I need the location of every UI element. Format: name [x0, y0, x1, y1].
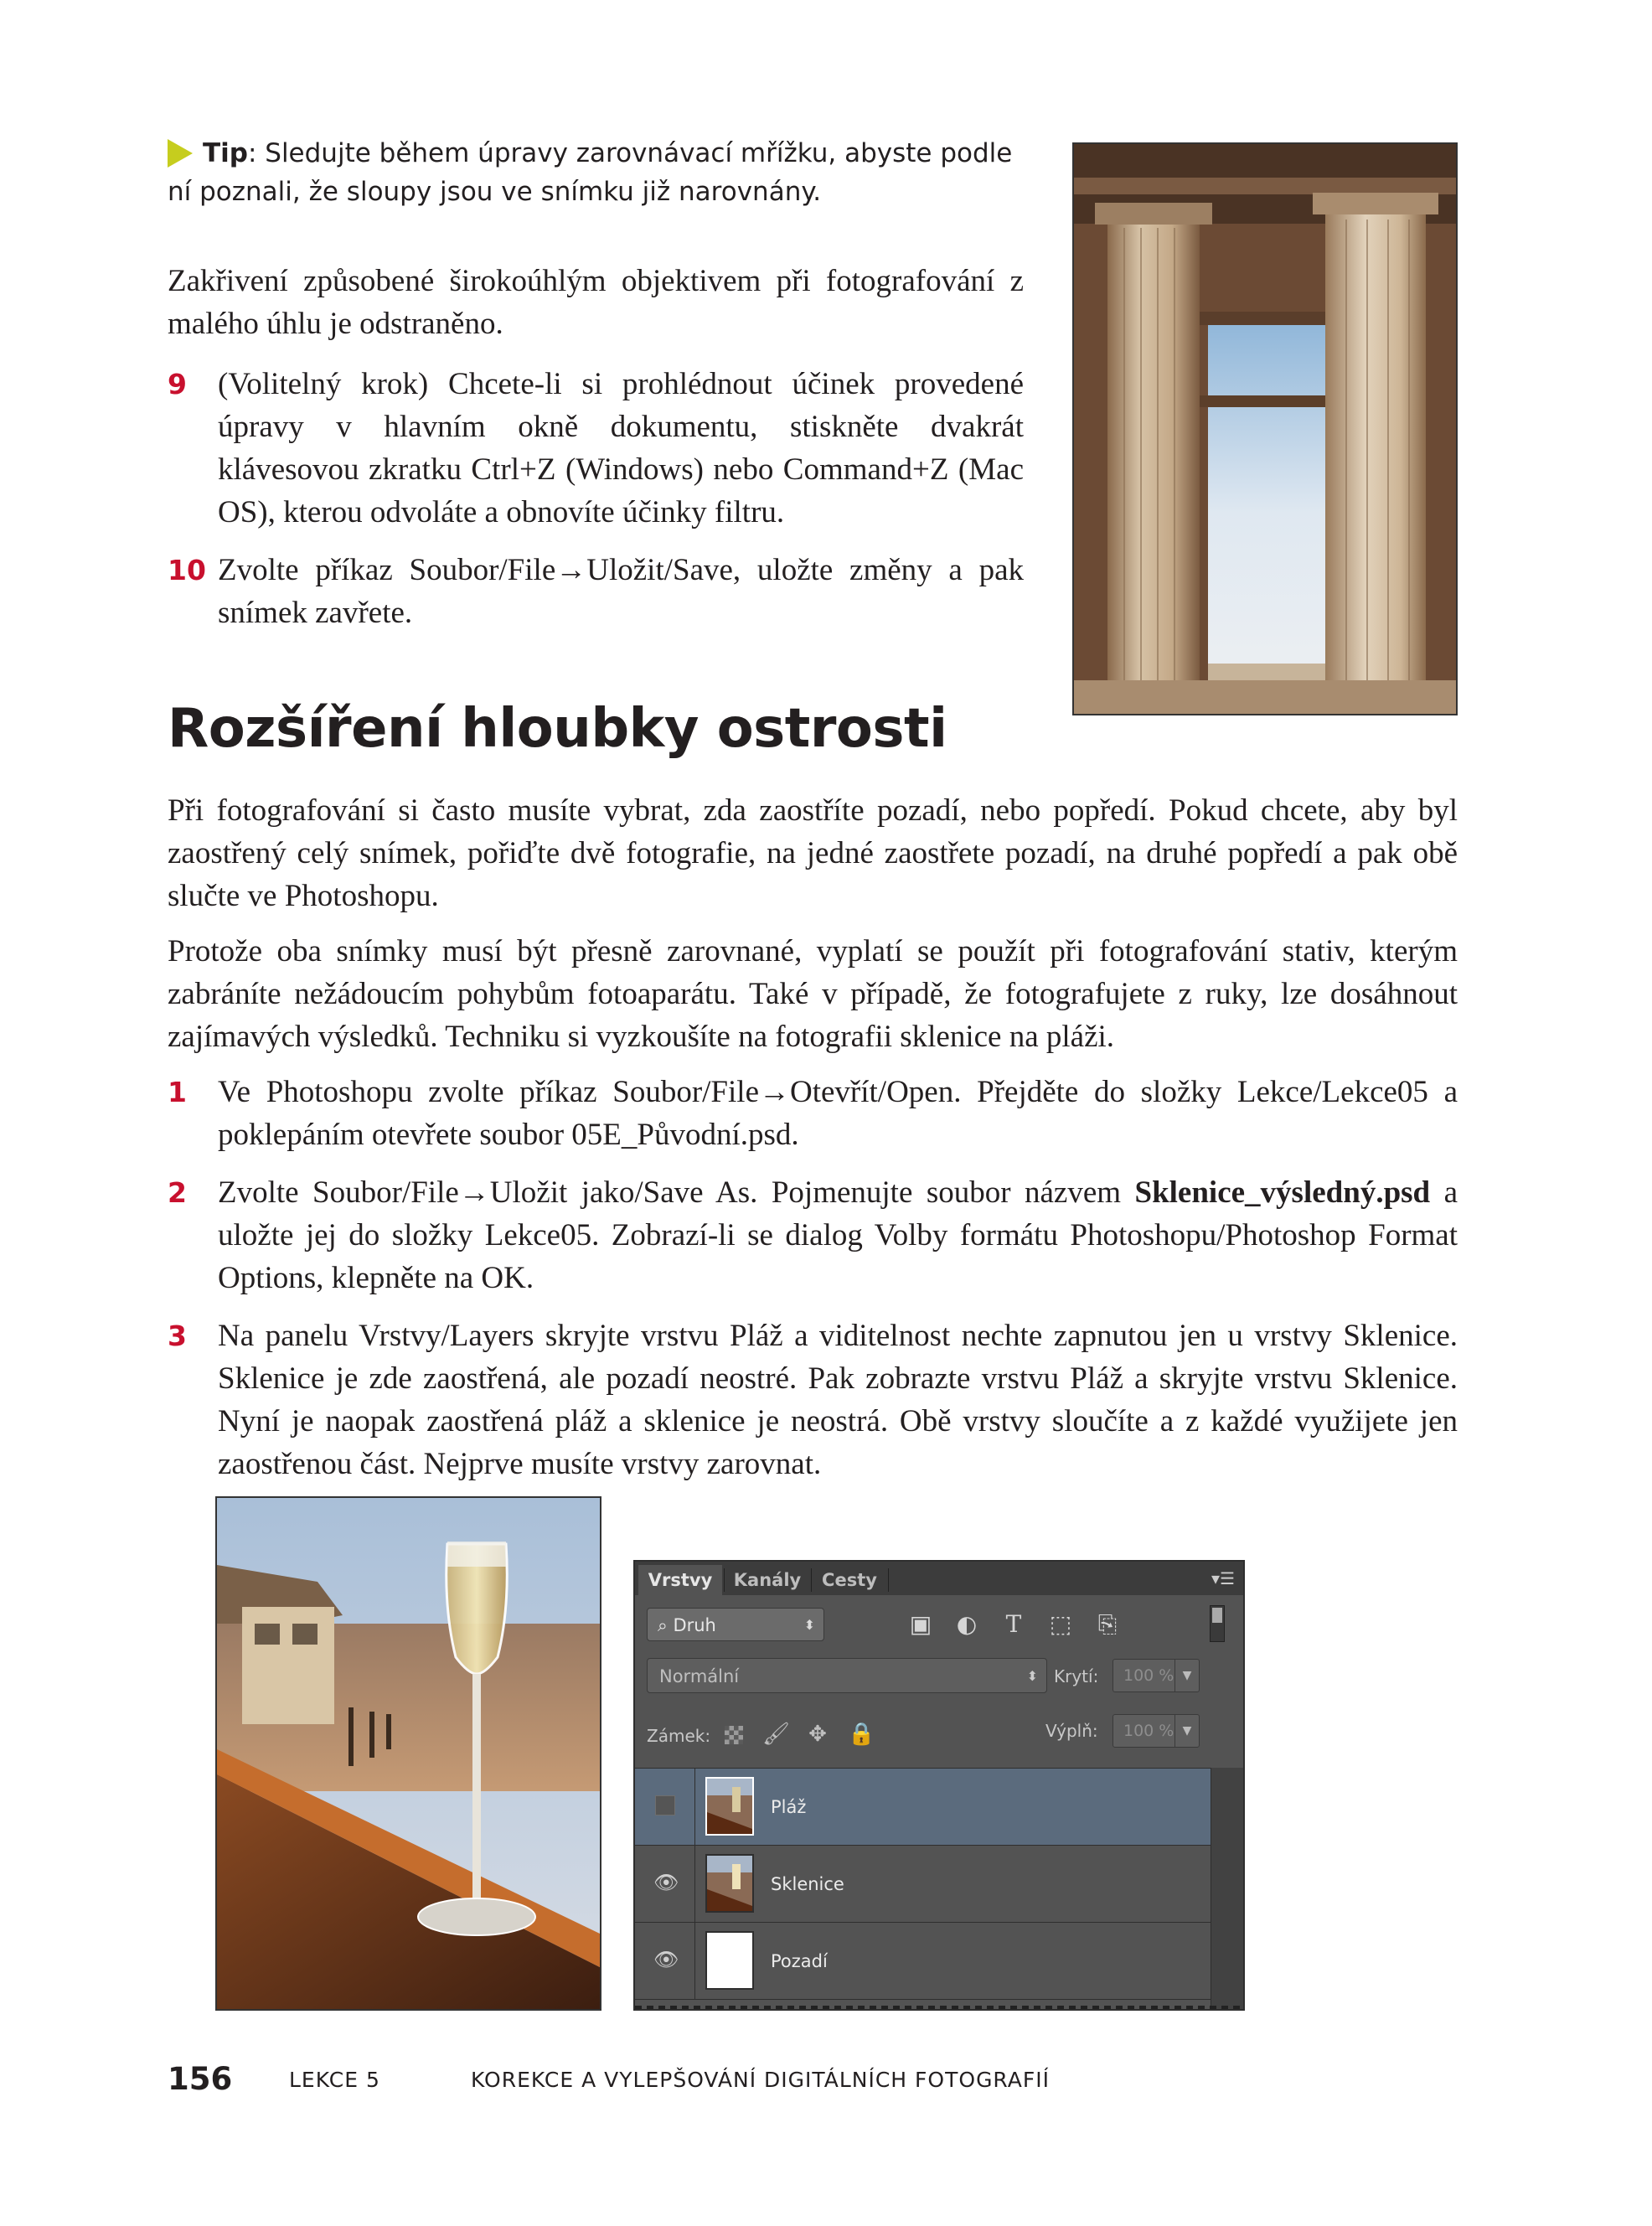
paragraph-2: Protože oba snímky musí být přesně zarovnané, vyplatí se použít při fotografování stativ, kterým zabráníte nežádoucím pohybům fotoaparátu. Také v případě, že fotografujete z ruky, lze dosáhnout zajímavých výsledků. Techniku si vyzkoušíte na fotografii sklenice na pláži. — [168, 934, 1458, 1054]
layer-row-pozadi[interactable] — [635, 1923, 1213, 2000]
step-3 — [168, 1314, 1458, 1485]
smart-object-filter-icon[interactable]: ⎘ — [1097, 1610, 1118, 1638]
eye-icon[interactable]: 👁 — [653, 1871, 679, 1894]
tip-box — [168, 134, 1022, 211]
step-number: 9 — [168, 368, 187, 400]
search-icon: ⌕ — [658, 1615, 674, 1635]
lock-icon[interactable]: 🔒 — [848, 1722, 875, 1747]
blend-mode-value: Normální — [659, 1666, 740, 1686]
visibility-off-box[interactable] — [655, 1795, 675, 1815]
tip-text: : Sledujte během úpravy zarovnávací mřížku, abyste podle ní poznali, že sloupy jsou ve snímku již narovnány. — [168, 138, 1013, 207]
section-heading: Rozšíření hloubky ostrosti — [168, 698, 947, 760]
paragraph-1: Při fotografování si často musíte vybrat, zda zaostříte pozadí, nebo popředí. Pokud chcete, aby byl zaostřený celý snímek, pořiďte dvě fotografie, na jedné zaostřete pozadí, na druhé popředí a pak obě slučte ve Photoshopu. — [168, 793, 1458, 913]
chevron-down-icon[interactable]: ▼ — [1174, 1660, 1199, 1691]
tip-arrow-icon — [168, 139, 193, 168]
glass-beach-photo — [215, 1496, 601, 2011]
layer-thumbnail — [705, 1777, 754, 1836]
layers-panel — [633, 1560, 1245, 2011]
step-1 — [168, 1071, 1458, 1156]
blend-mode-select[interactable] — [647, 1658, 1047, 1693]
eye-icon[interactable]: 👁 — [653, 1948, 679, 1971]
panel-menu-icon[interactable]: ▾☰ — [1211, 1568, 1235, 1588]
step-10 — [168, 549, 1024, 634]
layer-row-plaz[interactable] — [635, 1769, 1213, 1846]
step-text-filename: Sklenice_výsledný.psd — [1134, 1175, 1431, 1210]
chevron-down-icon[interactable]: ▼ — [1174, 1715, 1199, 1747]
steps-bottom — [168, 1071, 1458, 1500]
lock-label: Zámek: — [647, 1726, 711, 1746]
visibility-toggle[interactable] — [635, 1923, 695, 1999]
move-icon[interactable]: ✥ — [808, 1722, 827, 1747]
step-text: Na panelu Vrstvy/Layers skryjte vrstvu Pláž a viditelnost nechte zapnutou jen u vrstvy Sklenice. Sklenice je zde zaostřená, ale pozadí neostré. Pak zobrazte vrstvu Pláž a skryjte vrstvu Sklenice. Nyní je naopak zaostřená pláž a sklenice je neostrá. Obě vrstvy sloučíte a z každé využijete jen zaostřenou část. Nejprve musíte vrstvy zarovnat. — [218, 1319, 1458, 1481]
layers-list — [635, 1768, 1213, 2011]
opacity-field[interactable] — [1113, 1659, 1200, 1692]
lock-transparency-icon[interactable] — [725, 1726, 743, 1744]
step-number: 3 — [168, 1320, 187, 1352]
intro-paragraph: Zakřivení způsobené širokoúhlým objektivem při fotografování z malého úhlu je odstraněno. — [168, 264, 1024, 341]
footer-chapter-title: KOREKCE A VYLEPŠOVÁNÍ DIGITÁLNÍCH FOTOGRAFIÍ — [471, 2068, 1051, 2092]
filter-toggle[interactable] — [1210, 1605, 1225, 1642]
visibility-toggle[interactable] — [635, 1846, 695, 1922]
opacity-label: Krytí: — [1054, 1666, 1099, 1686]
layer-row-sklenice[interactable] — [635, 1846, 1213, 1923]
fill-label: Výplň: — [1045, 1721, 1098, 1741]
layer-name[interactable]: Pláž — [771, 1797, 807, 1817]
step-2 — [168, 1171, 1458, 1299]
updown-arrow-icon: ⬍ — [803, 1617, 815, 1633]
step-text-post: a uložte jej do složky Lekce05. Zobrazí-li se dialog Volby formátu Photoshopu/Photoshop Format Options, klepněte na OK. — [218, 1175, 1458, 1295]
step-text: Zvolte příkaz Soubor/File→Uložit/Save, uložte změny a pak snímek zavřete. — [218, 553, 1024, 630]
tip-label: Tip — [203, 138, 248, 168]
layers-scrollbar[interactable] — [1211, 1768, 1243, 2011]
filter-label: Druh — [673, 1615, 716, 1635]
page-number: 156 — [168, 2061, 233, 2097]
layer-thumbnail — [705, 1931, 754, 1990]
step-number: 1 — [168, 1076, 187, 1108]
image-filter-icon[interactable]: ▣ — [909, 1610, 932, 1638]
step-number: 10 — [168, 554, 206, 586]
step-text: (Volitelný krok) Chcete-li si prohlédnout účinek provedené úpravy v hlavním okně dokumentu, stiskněte dvakrát klávesovou zkratku Ctrl+Z (Windows) nebo Command+Z (Mac OS), kterou odvoláte a obnovíte účinky filtru. — [218, 367, 1024, 529]
fill-field[interactable] — [1113, 1714, 1200, 1748]
steps-top — [168, 363, 1024, 649]
updown-arrow-icon: ⬍ — [1026, 1668, 1038, 1684]
tab-channels[interactable]: Kanály — [733, 1570, 802, 1590]
opacity-value: 100 % — [1123, 1666, 1174, 1685]
step-9 — [168, 363, 1024, 534]
tab-layers[interactable]: Vrstvy — [638, 1565, 722, 1595]
type-filter-icon[interactable]: T — [1005, 1610, 1022, 1638]
brush-icon[interactable]: 🖌 — [762, 1722, 791, 1747]
panel-tab-bar — [635, 1562, 1243, 1595]
step-text: Ve Photoshopu zvolte příkaz Soubor/File→Otevřít/Open. Přejděte do složky Lekce/Lekce05 a poklepáním otevřete soubor 05E_Původní.psd. — [218, 1075, 1458, 1152]
layer-thumbnail — [705, 1854, 754, 1913]
shape-filter-icon[interactable]: ⬚ — [1049, 1610, 1072, 1638]
fill-value: 100 % — [1123, 1722, 1174, 1740]
layer-filter-select[interactable] — [647, 1608, 824, 1641]
panel-cut-edge — [635, 2006, 1243, 2009]
footer-lesson: LEKCE 5 — [289, 2068, 380, 2092]
tab-paths[interactable]: Cesty — [822, 1570, 877, 1590]
visibility-toggle[interactable] — [635, 1769, 695, 1845]
parthenon-photo — [1072, 142, 1458, 715]
layer-name[interactable]: Pozadí — [771, 1951, 828, 1971]
adjustment-filter-icon[interactable]: ◐ — [956, 1610, 978, 1638]
layer-name[interactable]: Sklenice — [771, 1874, 844, 1894]
step-number: 2 — [168, 1176, 187, 1209]
step-text-pre: Zvolte Soubor/File→Uložit jako/Save As. Pojmenujte soubor názvem — [218, 1175, 1135, 1210]
